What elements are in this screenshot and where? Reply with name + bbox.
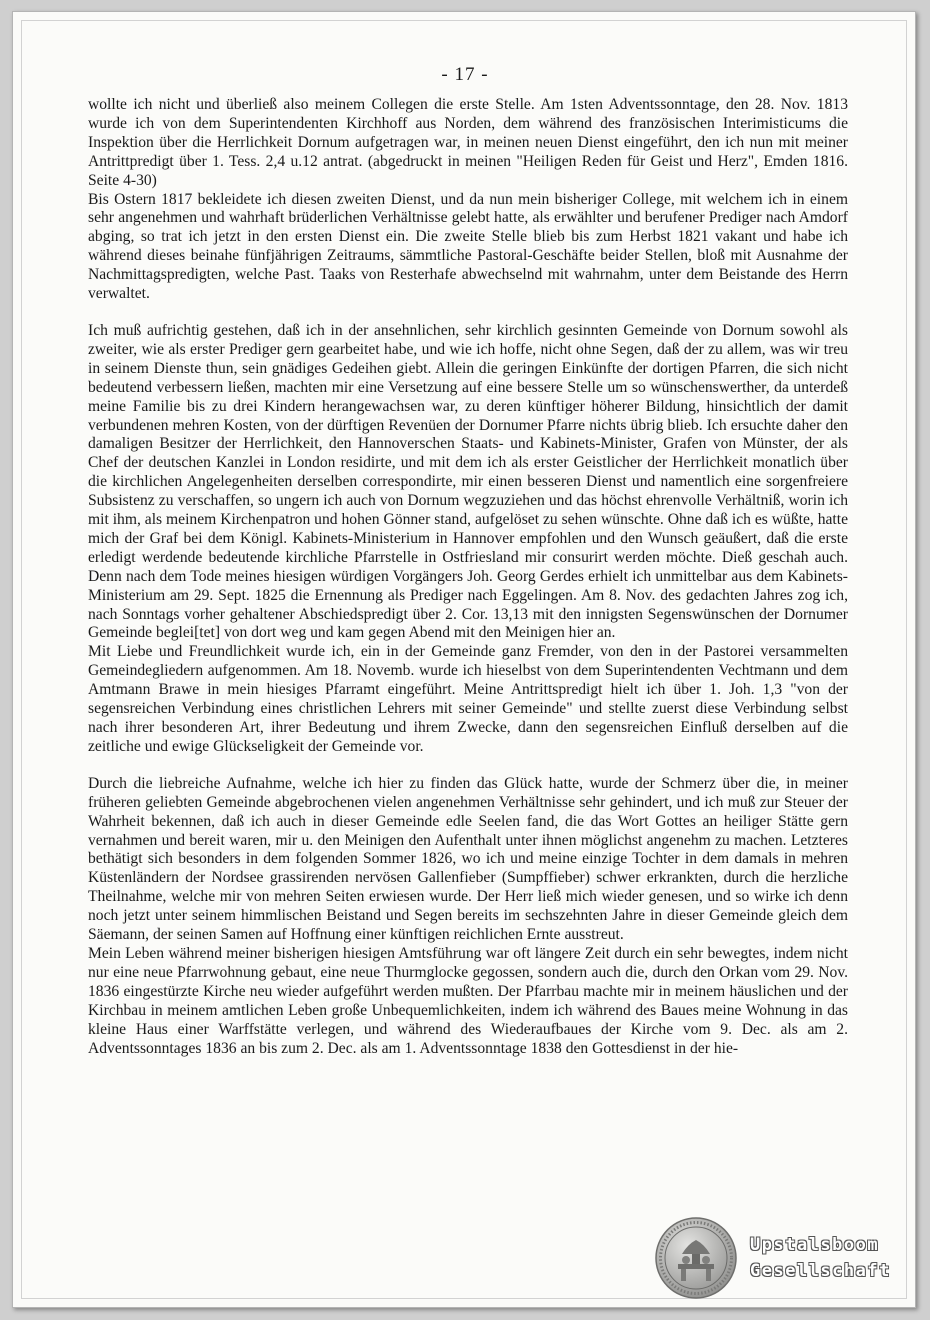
paragraph-3: Ich muß aufrichtig gestehen, daß ich in der ansehnlichen, sehr kirchlich gesinnten Gemeinde von Dornum sowohl als zweiter, wie als erster Prediger gern gearbeitet habe, und wie ich hoffe, nicht ohne Segen, daß der zu allem, was wir treu in seinem Dienste thun, sein gnädiges Gedeihen giebt. Allein die geringen Einkünfte der dortigen Pfarren, die sich nicht bedeutend verbessern ließen, machten mir eine Versetzung auf eine bessere Stelle um so wünschenswerther, da unterdeß meine Familie bis zu drei Kindern herangewachsen war, zu deren künftiger höherer Bildung, hinsichtlich der damit verbundenen mehren Kosten, von der dürftigen Revenüen der Dornumer Pfarre nichts übrig blieb. Ich ersuchte daher den damaligen Besitzer der Herrlichkeit, den Hannoverschen Staats- und Kabinets-Minister, Grafen von Münster, der als Chef der deutschen Kanzlei in London residirte, und mit dem ich als erster Geistlicher der Herrlichkeit monatlich über die kirchlichen Angelegenheiten derselben correspondirte, mir einen besseren Dienst und namentlich eine sorgenfreiere Subsistenz zu verschaffen, so ungern ich auch von Dornum wegzuziehen und das höchst ehrenvolle Verhältniß, worin ich mit ihm, als meinem Kirchenpatron und hohen Gönner stand, aufgelöset zu sehen wünschte. Ohne daß ich es wüßte, hatte mich der Graf bei dem Königl. Kabinets-Ministerium in Hannover empfohlen und den Wunsch geäußert, daß die erste erledigt werdende bedeutende kirchliche Pfarrstelle in Ostfriesland mir consurirt werden möchte. Dieß geschah auch. Denn nach dem Tode meines hiesigen würdigen Vorgängers Joh. Georg Gerdes erhielt ich unmittelbar aus dem Kabinets-Ministerium am 29. Sept. 1825 die Ernennung als Prediger nach Eggelingen. Am 8. Nov. des gedachten Jahres zog ich, nach Sonntags vorher gehaltener Abschiedspredigt über 2. Cor. 13,13 mit den innigsten Segenswünschen der Dornumer Gemeinde beglei[tet] von dort weg und kam gegen Abend mit den Meinigen hier an. [88,321,848,642]
logo-line-1: Upstalsboom [750,1235,880,1255]
paragraph-5: Durch die liebreiche Aufnahme, welche ich hier zu finden das Glück hatte, wurde der Schmerz über die, in meiner früheren geliebten Gemeinde abgebrochenen vielen angenehmen Verhältnisse sehr gehindert, und ich muß zur Steuer der Wahrheit bekennen, daß ich auch in dieser Gemeinde edle Seelen fand, die das Wort Gottes an heiliger Stätte gern vernahmen und bereit waren, mir u. den Meinigen den Aufenthalt unter ihnen möglichst angenehm zu machen. Letzteres bethätigt sich besonders in dem folgenden Sommer 1826, wo ich und meine einzige Tochter in dem damals in mehren Küstenländern der Nordsee grassirenden nervösen Gallenfieber (Sumpffieber) schwer erkrankten, durch die herzliche Theilnahme, welche mir von mehren Seiten erwiesen wurde. Der Herr ließ mich wieder genesen, und so wirke ich denn noch jetzt unter seinem himmlischen Beistand und Segen bereits im sechszehnten Jahre in dieser Gemeinde gleich dem Säemann, der seinen Samen auf Hoffnung einer künftigen reichlichen Ernte ausstreut. [88,774,848,944]
page-number: - 17 - [441,64,489,85]
logo-line-2: Gesellschaft [750,1261,891,1281]
society-logo-text [750,1232,910,1284]
upstalsboom-seal-icon [654,1216,738,1300]
paragraph-6: Mein Leben während meiner bisherigen hiesigen Amtsführung war oft längere Zeit durch ein sehr bewegtes, indem nicht nur eine neue Pfarrwohnung gebaut, eine neue Thurmglocke gegossen, sondern auch die, durch den Orkan vom 29. Nov. 1836 eingestürzte Kirche neu wieder aufgeführt werden mußten. Der Pfarrbau machte mir in meinem häuslichen und der Kirchbau in meinem amtlichen Leben große Unbequemlichkeiten, indem ich während des Baues meine Wohnung in das kleine Haus einer Warffstätte verlegen, und während des Wiederaufbaues der Kirche vom 9. Dec. als am 2. Adventssonntages 1836 an bis zum 2. Dec. als am 1. Adventssonntage 1838 den Gottesdienst in der hie- [88,944,848,1057]
paragraph-4: Mit Liebe und Freundlichkeit wurde ich, ein in der Gemeinde ganz Fremder, von den in der Pastorei versammelten Gemeindegliedern aufgenommen. Am 18. Novemb. wurde ich hieselbst von dem Superintendenten Vechtmann und dem Amtmann Brawe in mein hiesiges Pfarramt eingeführt. Meine Antrittspredigt hielt ich über 1. Joh. 1,3 "von der segensreichen Verbindung eines christlichen Lehrers mit seiner Gemeinde" und stellte zuerst diese Verbindung selbst nach ihrer besonderen Art, ihrer Bedeutung und ihrem Zwecke, dann den segensreichen Einfluß derselben auf die zeitliche und ewige Glückseligkeit der Gemeinde vor. [88,643,848,755]
paragraph-2: Bis Ostern 1817 bekleidete ich diesen zweiten Dienst, und da nun mein bisheriger College, mit welchem ich in einem sehr angenehmen und wahrhaft brüderlichen Verhältnisse gelebt hatte, als erwählter und berufener Prediger nach Amdorf abging, so trat ich jetzt in den ersten Dienst ein. Die zweite Stelle blieb bis zum Herbst 1821 vakant und habe ich während dieses beinahe fünfjährigen Zeitraums, sämmtliche Pastoral-Geschäfte beider Stellen, bloß mit Ausnahme der Nachmittagspredigten, welche Past. Taaks von Resterhafe abwechselnd mit wahrnahm, unter dem Beistande des Herrn verwaltet. [88,190,848,303]
paragraph-1: wollte ich nicht und überließ also meinem Collegen die erste Stelle. Am 1sten Adventssonntage, den 28. Nov. 1813 wurde ich von dem Superintendenten Kirchhoff aus Norden, dem während des französischen Interimisticums die Inspektion über die Herrlichkeit Dornum aufgetragen war, in meinen neuen Dienst eingeführt, den ich nun mit meiner Antrittpredigt über 1. Tess. 2,4 u.12 antrat. (abgedruckt in meinen "Heiligen Reden für Geist und Herz", Emden 1816. Seite 4-30) [88,96,848,189]
document-body [88,96,848,1058]
